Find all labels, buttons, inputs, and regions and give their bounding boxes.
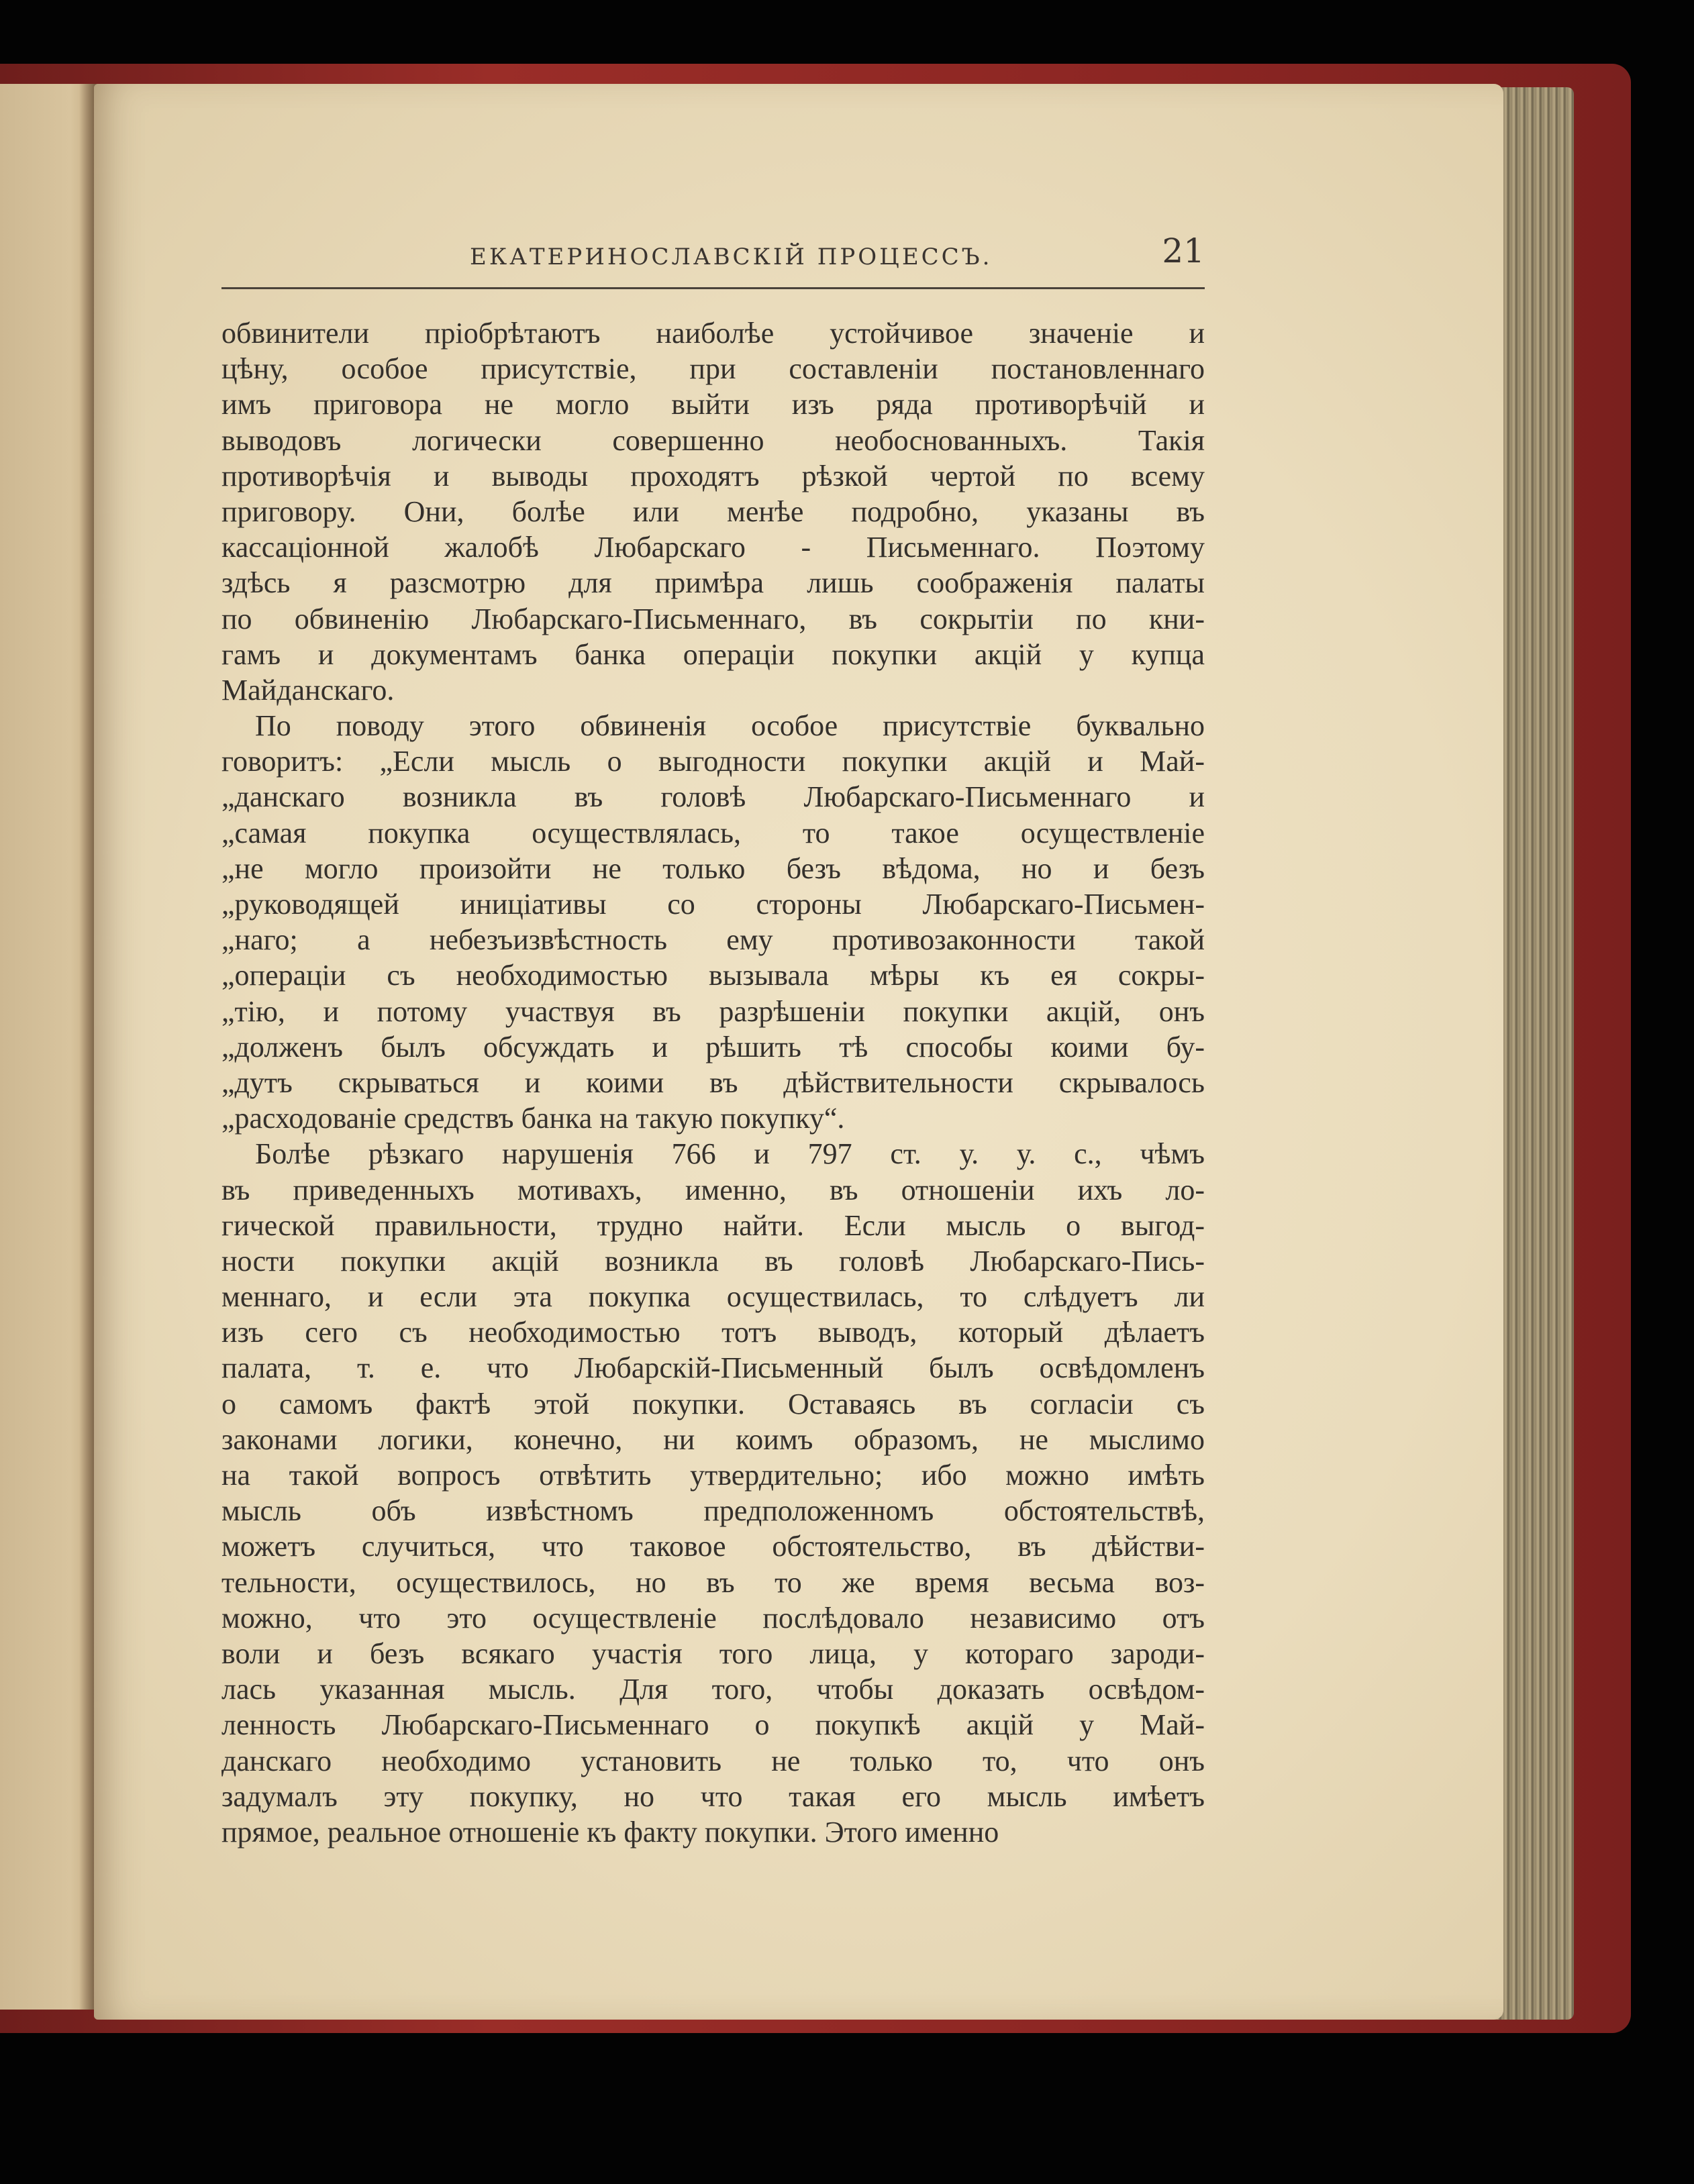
text-line: можетъ случиться, что таковое обстоятельство, въ дѣйстви- <box>221 1530 1205 1563</box>
text-line: о самомъ фактѣ этой покупки. Оставаясь въ согласіи съ <box>221 1387 1205 1420</box>
text-line: ленность Любарскаго-Письменнаго о покупкѣ акцій у Май- <box>221 1708 1205 1742</box>
text-line: имъ приговора не могло выйти изъ ряда противорѣчій и <box>221 388 1205 421</box>
text-line: гической правильности, трудно найти. Если мысль о выгод- <box>221 1208 1205 1242</box>
running-title: ЕКАТЕРИНОСЛАВСКІЙ ПРОЦЕССЪ. <box>470 244 993 270</box>
text-line: „операціи съ необходимостью вызывала мѣры къ ея сокры- <box>221 959 1205 992</box>
text-line: „данскаго возникла въ головѣ Любарскаго-Письменнаго и <box>221 780 1205 814</box>
text-line: цѣну, особое присутствіе, при составленіи постановленнаго <box>221 352 1205 386</box>
text-line: можно, что это осуществленіе послѣдовало независимо отъ <box>221 1601 1205 1634</box>
text-line: приговору. Они, болѣе или менѣе подробно, указаны въ <box>221 495 1205 528</box>
paragraph <box>221 315 1205 708</box>
text-line: на такой вопросъ отвѣтить утвердительно; ибо можно имѣть <box>221 1459 1205 1492</box>
paragraph <box>221 1136 1205 1850</box>
text-line: „не могло произойти не только безъ вѣдома, но и безъ <box>221 851 1205 885</box>
text-line: „тію, и потому участвуя въ разрѣшеніи покупки акцій, онъ <box>221 994 1205 1028</box>
text-line: „самая покупка осуществлялась, то такое осуществленіе <box>221 816 1205 849</box>
text-line: Майданскаго. <box>221 673 395 707</box>
text-line: гамъ и документамъ банка операціи покупки акцій у купца <box>221 637 1205 671</box>
text-line: обвинители пріобрѣтаютъ наиболѣе устойчивое значеніе и <box>221 317 1205 350</box>
text-line: ности покупки акцій возникла въ головѣ Любарскаго-Пись- <box>221 1244 1205 1278</box>
body-text <box>221 315 1205 1850</box>
paragraph <box>221 708 1205 1136</box>
text-line: лась указанная мысль. Для того, чтобы доказать освѣдом- <box>221 1673 1205 1706</box>
text-line: По поводу этого обвиненія особое присутствіе буквально <box>255 709 1205 743</box>
text-line: данскаго необходимо установить не только то, что онъ <box>221 1744 1205 1777</box>
text-line: говоритъ: „Если мысль о выгодности покупки акцій и Май- <box>221 745 1205 778</box>
text-line: палата, т. е. что Любарскій-Письменный былъ освѣдомленъ <box>221 1351 1205 1385</box>
text-line: меннаго, и если эта покупка осуществилась, то слѣдуетъ ли <box>221 1280 1205 1314</box>
header-rule <box>221 287 1205 289</box>
text-line: „расходованіе средствъ банка на такую покупку“. <box>221 1102 845 1135</box>
page-number: 21 <box>1162 231 1205 270</box>
text-line: „долженъ былъ обсуждать и рѣшить тѣ способы коими бу- <box>221 1030 1205 1063</box>
text-line: задумалъ эту покупку, но что такая его мысль имѣетъ <box>221 1779 1205 1813</box>
text-line: мысль объ извѣстномъ предположенномъ обстоятельствѣ, <box>221 1494 1205 1528</box>
text-line: изъ сего съ необходимостью тотъ выводъ, который дѣлаетъ <box>221 1316 1205 1349</box>
text-line: законами логики, конечно, ни коимъ образомъ, не мыслимо <box>221 1422 1205 1456</box>
text-line: противорѣчія и выводы проходятъ рѣзкой чертой по всему <box>221 459 1205 492</box>
text-line: „руководящей иниціативы со стороны Любарскаго-Письмен- <box>221 888 1205 921</box>
text-line: воли и безъ всякаго участія того лица, у котораго зароди- <box>221 1636 1205 1670</box>
text-line: въ приведенныхъ мотивахъ, именно, въ отношеніи ихъ ло- <box>221 1173 1205 1206</box>
text-line: кассаціонной жалобѣ Любарскаго - Письменнаго. Поэтому <box>221 531 1205 564</box>
text-line: Болѣе рѣзкаго нарушенія 766 и 797 ст. у. у. с., чѣмъ <box>255 1137 1205 1171</box>
page-header <box>221 231 1205 285</box>
text-line: „дутъ скрываться и коими въ дѣйствительности скрывалось <box>221 1065 1205 1099</box>
text-line: по обвиненію Любарскаго-Письменнаго, въ сокрытіи по кни- <box>221 602 1205 635</box>
text-line: прямое, реальное отношеніе къ факту покупки. Этого именно <box>221 1815 999 1849</box>
text-line: „наго; а небезъизвѣстность ему противозаконности такой <box>221 923 1205 957</box>
text-line: выводовъ логически совершенно необоснованныхъ. Такія <box>221 423 1205 457</box>
text-line: здѣсь я разсмотрю для примѣра лишь соображенія палаты <box>221 566 1205 600</box>
text-line: тельности, осуществилось, но въ то же время весьма воз- <box>221 1565 1205 1599</box>
